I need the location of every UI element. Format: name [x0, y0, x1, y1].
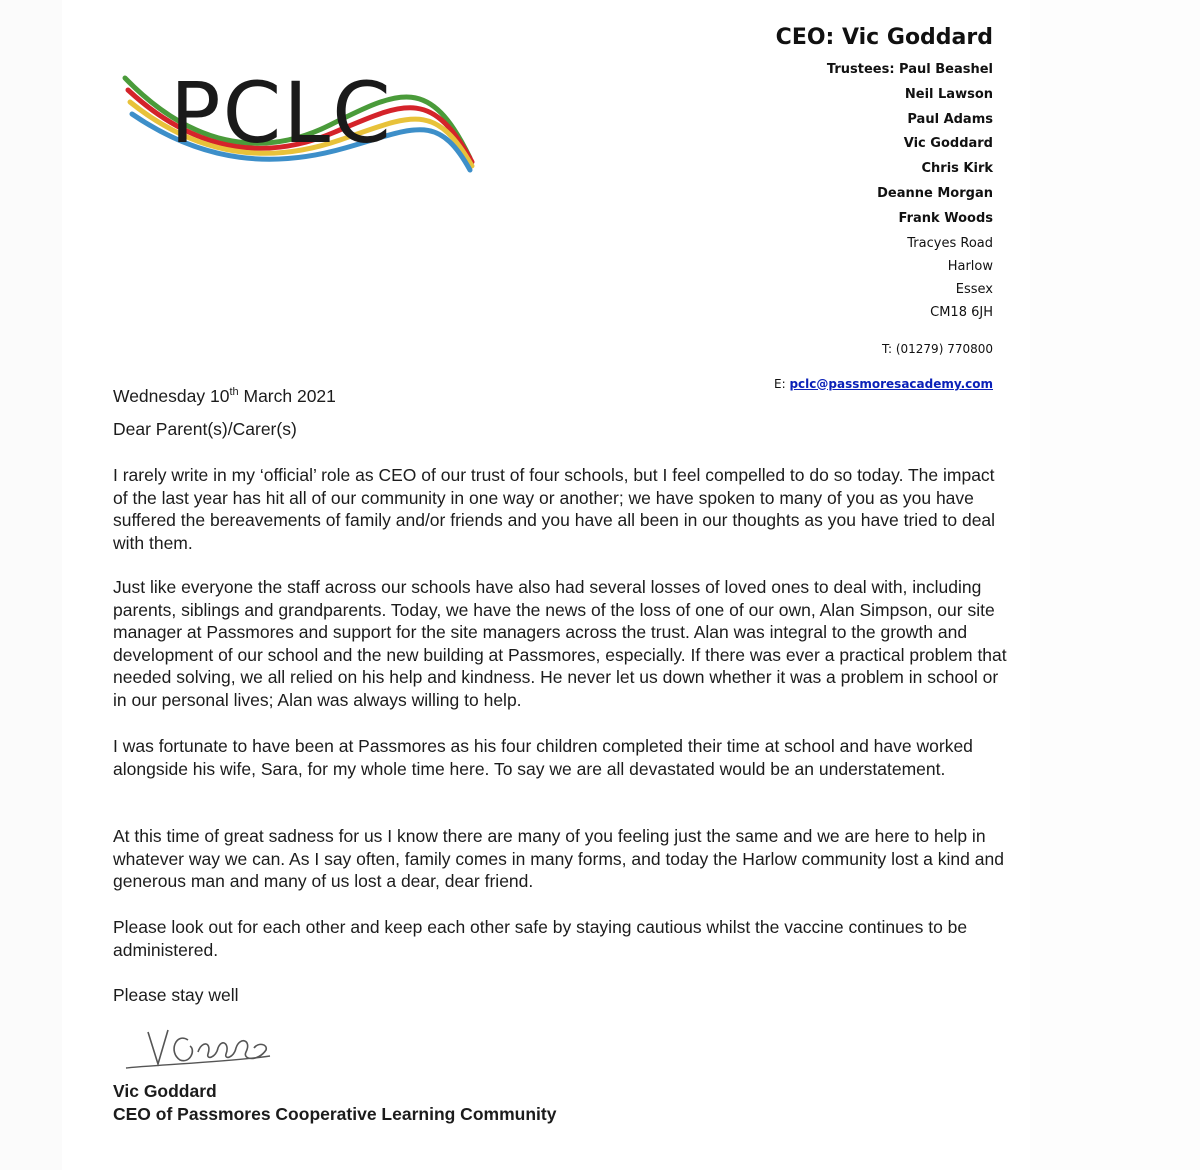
email-link[interactable]: pclc@passmoresacademy.com: [789, 376, 993, 391]
signatory-name: Vic Goddard: [113, 1081, 217, 1101]
handwritten-signature: [118, 1012, 278, 1077]
paragraph-1: I rarely write in my ‘official’ role as CEO of our trust of four schools, but I feel compelled to do so today. The impact of the last year has hit all of our community in one way or another; we have spoken to many of you as you have suffered the bereavements of family and/or friends and you have all been in our thoughts as you have tried to deal with them.: [113, 465, 996, 553]
ceo-heading: CEO: Vic Goddard: [775, 25, 993, 50]
phone-number: T: (01279) 770800: [881, 341, 993, 356]
letter-date: [113, 381, 1013, 407]
paragraph-5: Please look out for each other and keep each other safe by staying cautious whilst the vaccine continues to be administered.: [113, 917, 968, 960]
logo-wordmark: PCLC: [170, 64, 393, 162]
trustee-line: Chris Kirk: [921, 161, 993, 177]
date-rest: March 2021: [238, 385, 336, 406]
signature-scribble: [118, 1012, 278, 1077]
date-day: Wednesday 10: [113, 385, 230, 406]
address-line: Essex: [955, 281, 993, 297]
paragraph-4: At this time of great sadness for us I know there are many of you feeling just the same and we are here to help in whatever way we can. As I say often, family comes in many forms, and today the Harlow community lost a kind and generous man and many of us lost a dear, dear friend.: [113, 826, 1004, 892]
page-margin-left: [0, 0, 62, 1170]
date-suffix: th: [229, 386, 239, 398]
signatory-role: CEO of Passmores Cooperative Learning Community: [113, 1104, 557, 1124]
trustee-line: Deanne Morgan: [877, 185, 993, 201]
trustee-line: Vic Goddard: [903, 136, 993, 152]
paragraph-3: I was fortunate to have been at Passmores as his four children completed their time at school and have worked alongside his wife, Sara, for my whole time here. To say we are all devastated would be an understatement.: [113, 736, 973, 779]
salutation: Dear Parent(s)/Carer(s): [113, 419, 297, 439]
letterhead-details: [573, 22, 993, 394]
pclc-logo-graphic: [120, 50, 480, 180]
address-line: CM18 6JH: [930, 304, 993, 320]
trustee-line: Paul Adams: [907, 111, 993, 127]
trustee-line: Trustees: Paul Beashel: [826, 62, 993, 77]
trustee-line: Frank Woods: [898, 210, 993, 226]
trustee-line: Neil Lawson: [904, 86, 993, 102]
address-line: Tracyes Road: [907, 235, 993, 251]
address-line: Harlow: [947, 258, 993, 274]
pclc-logo: [120, 50, 480, 180]
paragraph-2: Just like everyone the staff across our schools have also had several losses of loved ones to deal with, including parents, siblings and grandparents. Today, we have the news of the loss of one of our own, Alan Simpson, our site manager at Passmores and support for the site managers across the trust. Alan was integral to the growth and development of our school and the new building at Passmores, especially. If there was ever a practical problem that needed solving, we all relied on his help and kindness. He never let us down whether it was a problem in school or in our personal lives; Alan was always willing to help.: [113, 577, 1007, 710]
page-margin-right: [1030, 0, 1200, 1170]
email-prefix: E:: [774, 376, 786, 391]
closing-line: Please stay well: [113, 985, 239, 1005]
